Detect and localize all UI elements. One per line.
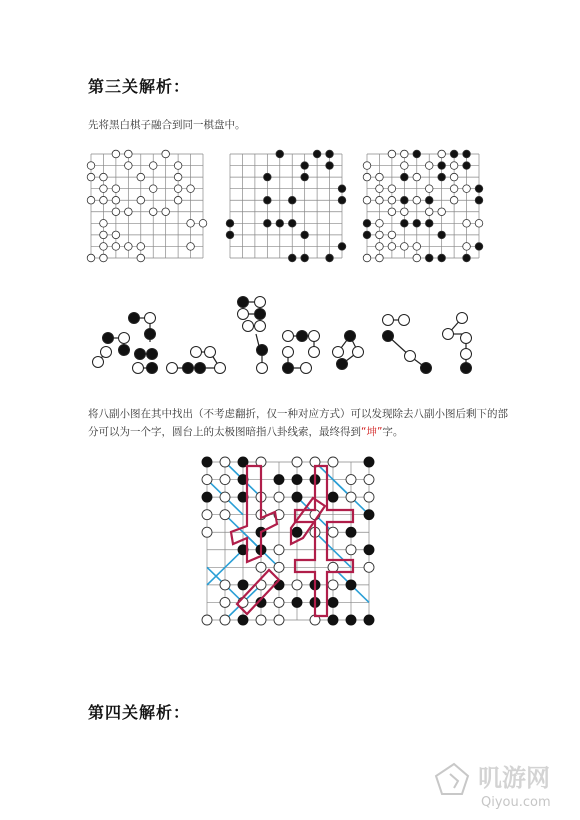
eight-pieces: [88, 290, 488, 385]
explain-text: 将八副小图在其中找出（不考虑翻折，仅一种对应方式）可以发现除去八副小图后剩下的部分可以为一个字，圆台上的太极图暗指八卦线索，最终得到: [88, 408, 508, 438]
paragraph-explanation: [88, 405, 508, 441]
quote-close: ”: [376, 426, 383, 438]
board-white: [88, 150, 206, 262]
big-board-solution: [203, 458, 373, 624]
board-black: [227, 150, 345, 262]
watermark-logo: [426, 754, 580, 820]
watermark-cn: 叽游网: [478, 764, 550, 792]
board-merged: [364, 150, 482, 262]
quote-open: “: [361, 426, 367, 438]
answer-char: 坤: [366, 426, 377, 438]
explain-tail: 字。: [382, 426, 404, 438]
heading-level-4: 第四关解析：: [88, 703, 191, 722]
heading-level-3: 第三关解析：: [88, 77, 191, 96]
watermark-en: Qiyou.com: [481, 795, 551, 810]
paragraph-merge: 先将黑白棋子融合到同一棋盘中。: [88, 119, 246, 131]
